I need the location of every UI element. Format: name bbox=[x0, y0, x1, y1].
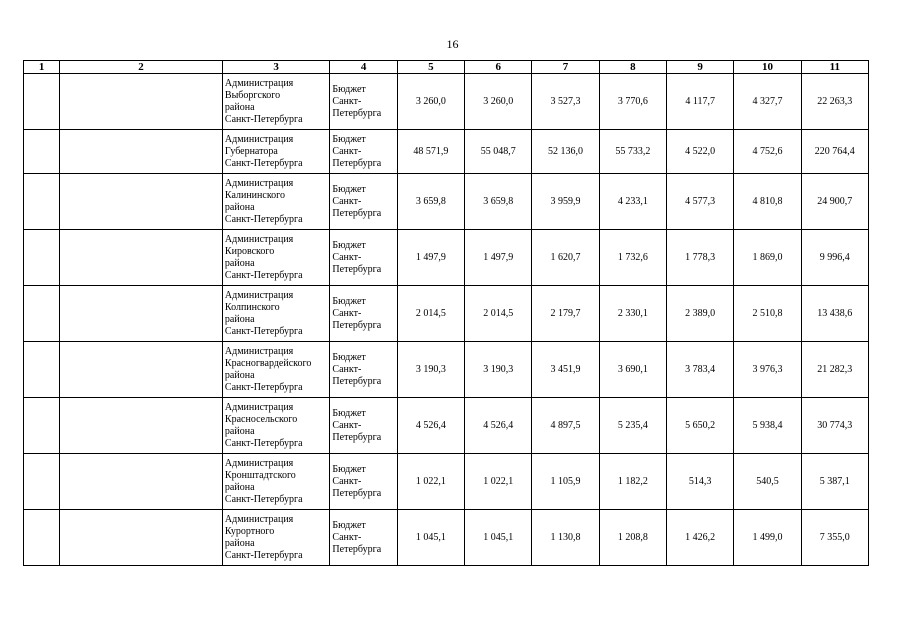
organization-cell bbox=[222, 454, 330, 510]
value-cell-col7: 3 451,9 bbox=[532, 342, 599, 398]
organization-line: района bbox=[224, 369, 255, 381]
value-cell-col7: 3 959,9 bbox=[532, 174, 599, 230]
funding-source-line: Петербурга bbox=[332, 157, 382, 169]
value-cell-col8: 1 732,6 bbox=[599, 230, 666, 286]
value-cell-col10: 1 869,0 bbox=[734, 230, 801, 286]
value-cell-col11: 220 764,4 bbox=[801, 130, 868, 174]
table-row bbox=[24, 454, 869, 510]
value-cell-col5: 48 571,9 bbox=[397, 130, 464, 174]
table-row bbox=[24, 130, 869, 174]
value-cell-col11: 5 387,1 bbox=[801, 454, 868, 510]
value-cell-col10: 540,5 bbox=[734, 454, 801, 510]
cell-col2-empty bbox=[60, 342, 223, 398]
organization-line: Санкт-Петербурга bbox=[224, 381, 303, 393]
table-row bbox=[24, 74, 869, 130]
value-cell-col9: 4 117,7 bbox=[666, 74, 733, 130]
cell-col1-empty bbox=[24, 74, 60, 130]
funding-source-line: Бюджет bbox=[332, 239, 366, 251]
funding-source-cell bbox=[330, 230, 397, 286]
value-cell-col11: 24 900,7 bbox=[801, 174, 868, 230]
funding-source-cell bbox=[330, 398, 397, 454]
organization-line: района bbox=[224, 537, 255, 549]
value-cell-col9: 5 650,2 bbox=[666, 398, 733, 454]
organization-line: Санкт-Петербурга bbox=[224, 157, 303, 169]
value-cell-col5: 3 260,0 bbox=[397, 74, 464, 130]
value-cell-col5: 2 014,5 bbox=[397, 286, 464, 342]
value-cell-col6: 2 014,5 bbox=[465, 286, 532, 342]
column-header-7: 7 bbox=[532, 61, 599, 74]
organization-line: Санкт-Петербурга bbox=[224, 213, 303, 225]
value-cell-col10: 4 752,6 bbox=[734, 130, 801, 174]
organization-line: Санкт-Петербурга bbox=[224, 269, 303, 281]
cell-col1-empty bbox=[24, 454, 60, 510]
value-cell-col7: 3 527,3 bbox=[532, 74, 599, 130]
value-cell-col9: 4 522,0 bbox=[666, 130, 733, 174]
value-cell-col10: 3 976,3 bbox=[734, 342, 801, 398]
value-cell-col9: 1 426,2 bbox=[666, 510, 733, 566]
cell-col2-empty bbox=[60, 174, 223, 230]
organization-line: Кировского bbox=[224, 245, 275, 257]
organization-line: Калининского bbox=[224, 189, 286, 201]
table-row bbox=[24, 174, 869, 230]
organization-line: района bbox=[224, 257, 255, 269]
funding-source-line: Бюджет bbox=[332, 519, 366, 531]
organization-cell bbox=[222, 130, 330, 174]
funding-source-line: Санкт- bbox=[332, 531, 362, 543]
value-cell-col5: 3 659,8 bbox=[397, 174, 464, 230]
table-row bbox=[24, 230, 869, 286]
value-cell-col9: 514,3 bbox=[666, 454, 733, 510]
funding-source-line: Петербурга bbox=[332, 543, 382, 555]
cell-col1-empty bbox=[24, 286, 60, 342]
value-cell-col5: 4 526,4 bbox=[397, 398, 464, 454]
organization-line: района bbox=[224, 101, 255, 113]
funding-source-line: Санкт- bbox=[332, 251, 362, 263]
cell-col1-empty bbox=[24, 174, 60, 230]
column-header-10: 10 bbox=[734, 61, 801, 74]
value-cell-col8: 1 182,2 bbox=[599, 454, 666, 510]
organization-line: Колпинского bbox=[224, 301, 280, 313]
funding-source-line: Петербурга bbox=[332, 319, 382, 331]
funding-source-line: Петербурга bbox=[332, 431, 382, 443]
value-cell-col10: 4 810,8 bbox=[734, 174, 801, 230]
value-cell-col9: 1 778,3 bbox=[666, 230, 733, 286]
value-cell-col6: 1 497,9 bbox=[465, 230, 532, 286]
organization-cell bbox=[222, 286, 330, 342]
organization-line: Администрация bbox=[224, 401, 294, 413]
funding-source-cell bbox=[330, 510, 397, 566]
column-header-3: 3 bbox=[222, 61, 330, 74]
value-cell-col5: 3 190,3 bbox=[397, 342, 464, 398]
organization-line: района bbox=[224, 481, 255, 493]
cell-col2-empty bbox=[60, 230, 223, 286]
funding-source-line: Санкт- bbox=[332, 195, 362, 207]
header-row bbox=[24, 61, 869, 74]
funding-source-cell bbox=[330, 454, 397, 510]
value-cell-col6: 1 022,1 bbox=[465, 454, 532, 510]
value-cell-col10: 4 327,7 bbox=[734, 74, 801, 130]
column-header-6: 6 bbox=[465, 61, 532, 74]
value-cell-col8: 5 235,4 bbox=[599, 398, 666, 454]
value-cell-col5: 1 497,9 bbox=[397, 230, 464, 286]
funding-source-line: Санкт- bbox=[332, 363, 362, 375]
funding-source-line: Петербурга bbox=[332, 263, 382, 275]
value-cell-col6: 3 190,3 bbox=[465, 342, 532, 398]
organization-line: Администрация bbox=[224, 233, 294, 245]
organization-line: Курортного bbox=[224, 525, 275, 537]
funding-source-line: Бюджет bbox=[332, 83, 366, 95]
value-cell-col11: 21 282,3 bbox=[801, 342, 868, 398]
column-header-5: 5 bbox=[397, 61, 464, 74]
value-cell-col8: 55 733,2 bbox=[599, 130, 666, 174]
value-cell-col6: 3 659,8 bbox=[465, 174, 532, 230]
funding-source-line: Бюджет bbox=[332, 463, 366, 475]
organization-cell bbox=[222, 510, 330, 566]
funding-source-line: Бюджет bbox=[332, 133, 366, 145]
organization-line: Выборгского bbox=[224, 89, 281, 101]
cell-col1-empty bbox=[24, 510, 60, 566]
value-cell-col7: 52 136,0 bbox=[532, 130, 599, 174]
value-cell-col7: 1 620,7 bbox=[532, 230, 599, 286]
organization-line: Администрация bbox=[224, 513, 294, 525]
value-cell-col11: 7 355,0 bbox=[801, 510, 868, 566]
cell-col1-empty bbox=[24, 230, 60, 286]
cell-col1-empty bbox=[24, 398, 60, 454]
funding-source-line: Бюджет bbox=[332, 295, 366, 307]
funding-source-line: Бюджет bbox=[332, 407, 366, 419]
funding-source-line: Петербурга bbox=[332, 487, 382, 499]
organization-line: Санкт-Петербурга bbox=[224, 549, 303, 561]
value-cell-col11: 13 438,6 bbox=[801, 286, 868, 342]
organization-line: Кронштадтского bbox=[224, 469, 296, 481]
cell-col2-empty bbox=[60, 510, 223, 566]
value-cell-col7: 1 130,8 bbox=[532, 510, 599, 566]
table-row bbox=[24, 286, 869, 342]
organization-line: Красносельского bbox=[224, 413, 298, 425]
table-row bbox=[24, 510, 869, 566]
organization-line: района bbox=[224, 313, 255, 325]
organization-line: Санкт-Петербурга bbox=[224, 113, 303, 125]
organization-line: Администрация bbox=[224, 345, 294, 357]
cell-col2-empty bbox=[60, 398, 223, 454]
organization-cell bbox=[222, 174, 330, 230]
funding-source-line: Бюджет bbox=[332, 183, 366, 195]
organization-line: Администрация bbox=[224, 177, 294, 189]
funding-source-line: Санкт- bbox=[332, 145, 362, 157]
value-cell-col5: 1 045,1 bbox=[397, 510, 464, 566]
value-cell-col8: 4 233,1 bbox=[599, 174, 666, 230]
organization-line: Санкт-Петербурга bbox=[224, 493, 303, 505]
value-cell-col6: 3 260,0 bbox=[465, 74, 532, 130]
organization-line: Администрация bbox=[224, 77, 294, 89]
funding-source-cell bbox=[330, 130, 397, 174]
organization-line: Санкт-Петербурга bbox=[224, 325, 303, 337]
cell-col1-empty bbox=[24, 342, 60, 398]
value-cell-col8: 1 208,8 bbox=[599, 510, 666, 566]
value-cell-col11: 30 774,3 bbox=[801, 398, 868, 454]
funding-source-line: Петербурга bbox=[332, 107, 382, 119]
column-header-11: 11 bbox=[801, 61, 868, 74]
table-row bbox=[24, 342, 869, 398]
organization-cell bbox=[222, 342, 330, 398]
budget-table bbox=[23, 60, 869, 566]
value-cell-col10: 2 510,8 bbox=[734, 286, 801, 342]
organization-cell bbox=[222, 398, 330, 454]
organization-line: Губернатора bbox=[224, 145, 278, 157]
organization-line: района bbox=[224, 201, 255, 213]
organization-cell bbox=[222, 74, 330, 130]
value-cell-col7: 1 105,9 bbox=[532, 454, 599, 510]
cell-col2-empty bbox=[60, 286, 223, 342]
cell-col1-empty bbox=[24, 130, 60, 174]
funding-source-line: Петербурга bbox=[332, 375, 382, 387]
column-header-2: 2 bbox=[60, 61, 223, 74]
funding-source-line: Петербурга bbox=[332, 207, 382, 219]
table-row bbox=[24, 398, 869, 454]
value-cell-col8: 3 770,6 bbox=[599, 74, 666, 130]
funding-source-cell bbox=[330, 74, 397, 130]
organization-line: Санкт-Петербурга bbox=[224, 437, 303, 449]
organization-line: Красногвардейского bbox=[224, 357, 312, 369]
cell-col2-empty bbox=[60, 454, 223, 510]
value-cell-col9: 4 577,3 bbox=[666, 174, 733, 230]
value-cell-col8: 2 330,1 bbox=[599, 286, 666, 342]
funding-source-cell bbox=[330, 286, 397, 342]
column-header-1: 1 bbox=[24, 61, 60, 74]
value-cell-col7: 4 897,5 bbox=[532, 398, 599, 454]
value-cell-col5: 1 022,1 bbox=[397, 454, 464, 510]
funding-source-cell bbox=[330, 342, 397, 398]
cell-col2-empty bbox=[60, 74, 223, 130]
value-cell-col11: 22 263,3 bbox=[801, 74, 868, 130]
funding-source-line: Санкт- bbox=[332, 95, 362, 107]
value-cell-col6: 1 045,1 bbox=[465, 510, 532, 566]
value-cell-col10: 1 499,0 bbox=[734, 510, 801, 566]
organization-cell bbox=[222, 230, 330, 286]
value-cell-col11: 9 996,4 bbox=[801, 230, 868, 286]
funding-source-line: Бюджет bbox=[332, 351, 366, 363]
cell-col2-empty bbox=[60, 130, 223, 174]
value-cell-col9: 3 783,4 bbox=[666, 342, 733, 398]
funding-source-cell bbox=[330, 174, 397, 230]
column-header-9: 9 bbox=[666, 61, 733, 74]
organization-line: Администрация bbox=[224, 457, 294, 469]
value-cell-col6: 4 526,4 bbox=[465, 398, 532, 454]
value-cell-col8: 3 690,1 bbox=[599, 342, 666, 398]
value-cell-col7: 2 179,7 bbox=[532, 286, 599, 342]
organization-line: Администрация bbox=[224, 289, 294, 301]
organization-line: Администрация bbox=[224, 133, 294, 145]
page-number: 16 bbox=[446, 37, 459, 51]
value-cell-col10: 5 938,4 bbox=[734, 398, 801, 454]
funding-source-line: Санкт- bbox=[332, 419, 362, 431]
value-cell-col9: 2 389,0 bbox=[666, 286, 733, 342]
funding-source-line: Санкт- bbox=[332, 307, 362, 319]
value-cell-col6: 55 048,7 bbox=[465, 130, 532, 174]
organization-line: района bbox=[224, 425, 255, 437]
column-header-8: 8 bbox=[599, 61, 666, 74]
column-header-4: 4 bbox=[330, 61, 397, 74]
funding-source-line: Санкт- bbox=[332, 475, 362, 487]
